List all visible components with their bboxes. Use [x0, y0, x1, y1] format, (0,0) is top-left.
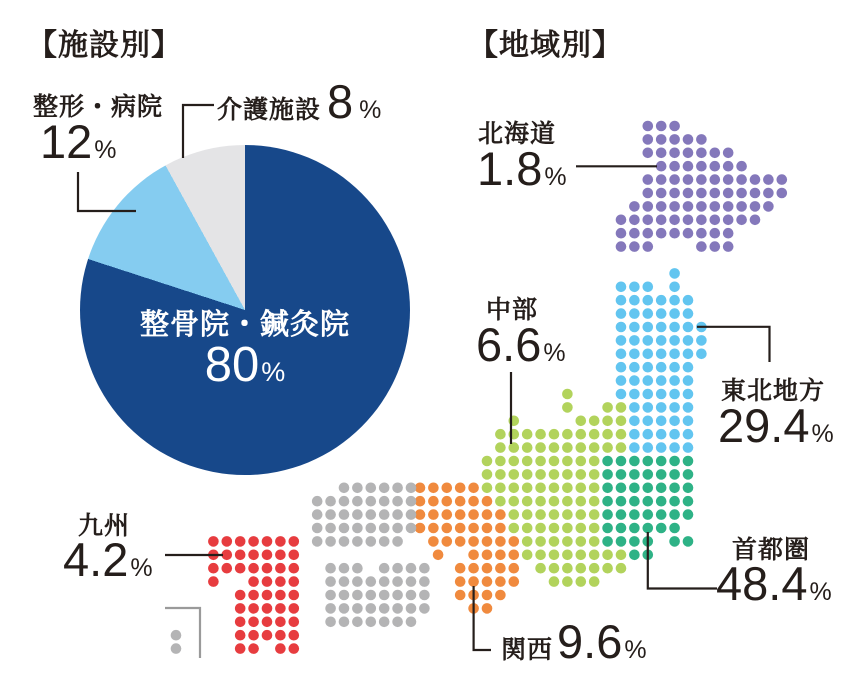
shutoken-value: 48.4: [716, 557, 808, 610]
region-dots-tohoku: [616, 268, 707, 453]
pie-slice-label-seikotsuin: 整骨院・鍼灸院: [139, 309, 350, 341]
kansai-leader: [474, 586, 491, 650]
kyushu-value: 4.2: [63, 533, 129, 586]
map-label-tohoku: 東北地方: [721, 377, 826, 405]
region-dots-hokkaido: [616, 121, 787, 252]
kansai-unit: %: [624, 636, 647, 664]
pie-unit-80: %: [261, 357, 286, 387]
pie-unit-8: %: [359, 96, 382, 124]
shutoken-unit: %: [809, 578, 832, 606]
region-dots-okinawa: [171, 630, 182, 654]
map-label-shutoken: 首都圏: [732, 536, 811, 564]
kyushu-unit: %: [130, 554, 153, 582]
pie-slice-value-seikotsuin: [95, 338, 395, 392]
map-value-kansai: [557, 615, 647, 668]
map-value-shutoken: [716, 557, 832, 610]
map-label-hokkaido: 北海道: [478, 120, 557, 148]
tohoku-unit: %: [811, 420, 834, 448]
kansai-value: 9.6: [557, 615, 623, 668]
region-dots-kansai: [415, 483, 519, 614]
chubu-unit: %: [543, 339, 566, 367]
chubu-value: 6.6: [476, 318, 542, 371]
pie-value-8: 8: [327, 75, 354, 128]
okinawa-bracket: [165, 608, 200, 658]
hokkaido-value: 1.8: [477, 142, 543, 195]
pie-slice-label-seikei: 整形・病院: [33, 93, 164, 121]
map-label-chubu: 中部: [486, 296, 539, 324]
pie-unit-12: %: [94, 136, 117, 164]
shutoken-leader: [648, 532, 717, 589]
pie-value-12: 12: [40, 115, 93, 168]
region-chart-title: 【地域別】: [468, 29, 623, 62]
map-label-kyushu: 九州: [78, 512, 131, 540]
map-value-kyushu: [63, 533, 153, 586]
map-value-tohoku: [718, 399, 834, 452]
pie-slice-label-kaigo-row: [217, 75, 382, 128]
tohoku-value: 29.4: [718, 399, 810, 452]
pie-value-80: 80: [204, 338, 260, 392]
region-dots-chugoku: [312, 483, 416, 547]
map-value-hokkaido: [477, 142, 567, 195]
region-dots-shikoku: [325, 563, 429, 627]
pie-slice-value-seikei: [40, 115, 117, 168]
facility-chart-title: 【施設別】: [27, 29, 182, 62]
region-dots-kyushu: [208, 536, 299, 654]
map-label-kansai: 関西: [501, 636, 554, 664]
region-dots-shutoken: [602, 456, 693, 560]
region-dots-chubu: [482, 389, 627, 587]
tohoku-leader: [697, 327, 770, 362]
map-value-chubu: [476, 318, 566, 371]
pie-slice-label-kaigo: 介護施設: [217, 96, 322, 124]
hokkaido-unit: %: [544, 163, 567, 191]
